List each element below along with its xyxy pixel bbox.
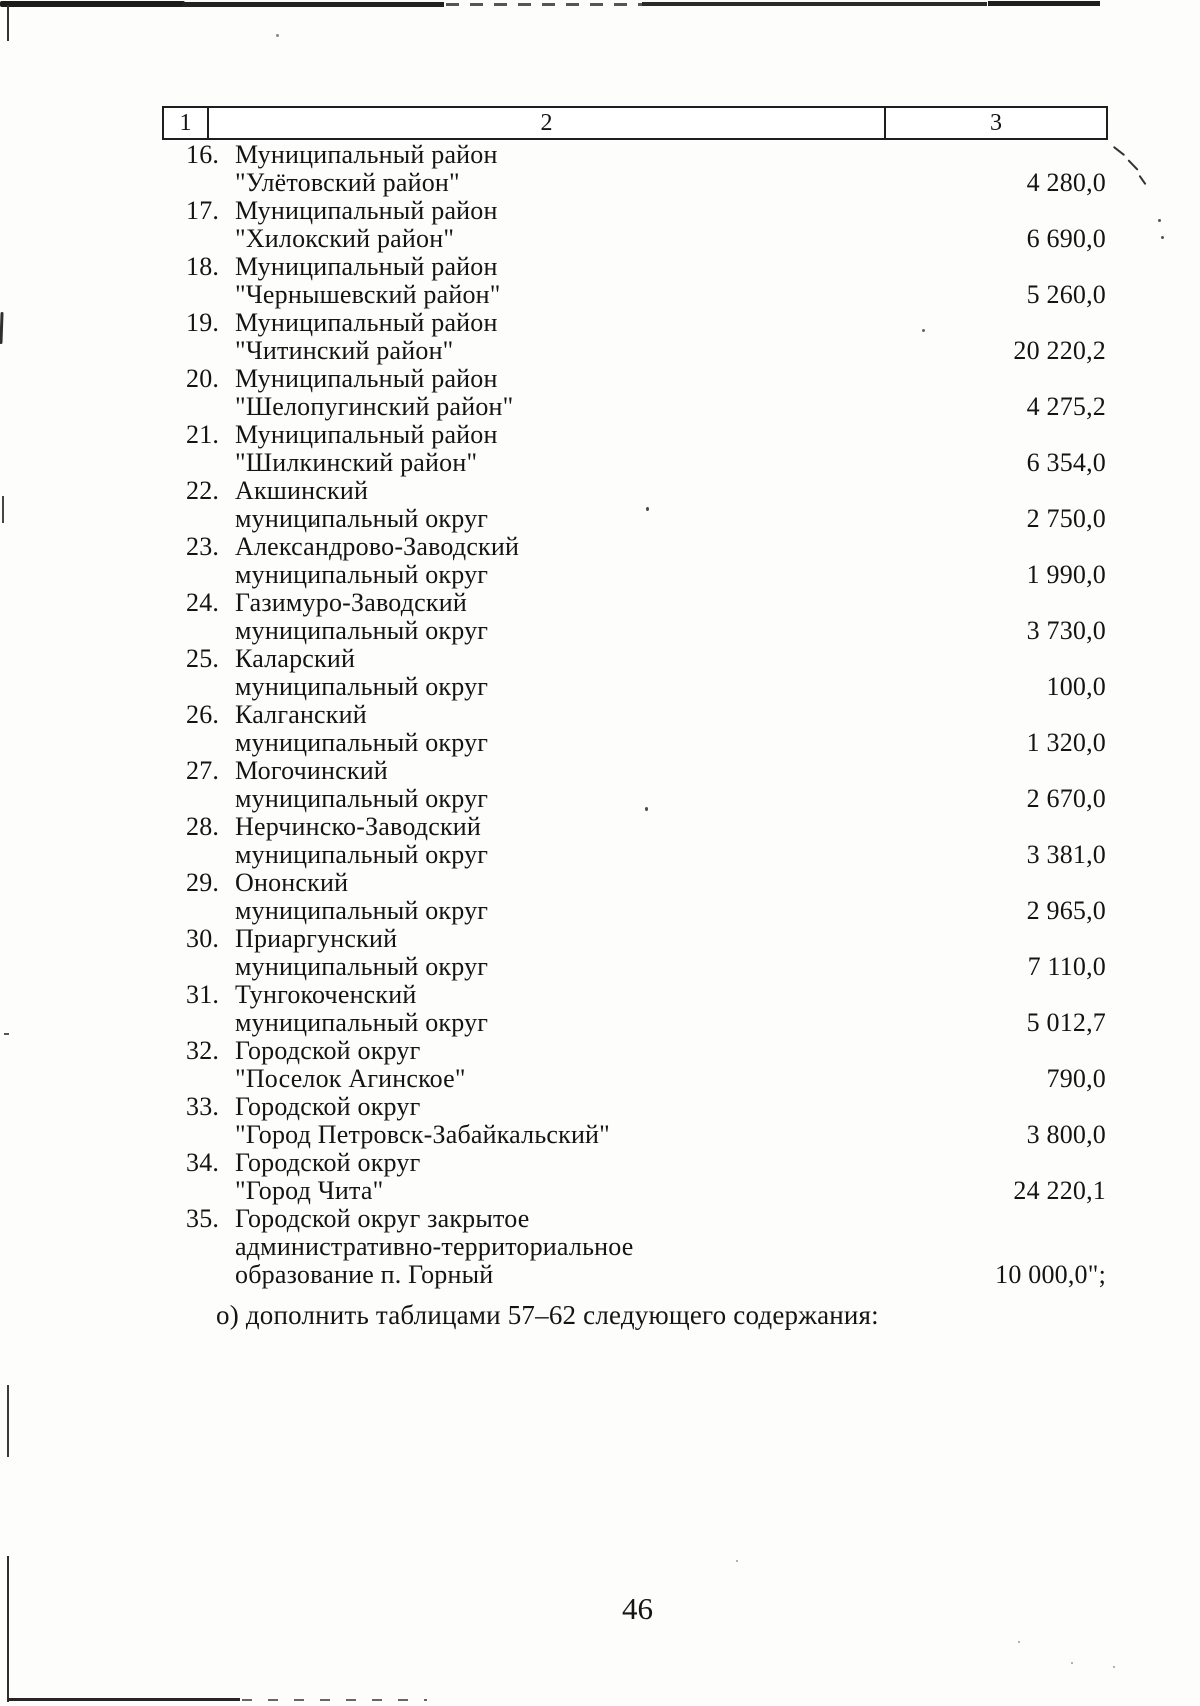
scan-margin-mark	[7, 1385, 9, 1457]
allocation-value: 1 990,0	[1026, 560, 1106, 589]
scan-speck	[1161, 236, 1164, 239]
municipality-name-line: "Улётовский район"	[235, 168, 460, 197]
scan-margin-mark	[0, 312, 4, 344]
table-row	[186, 925, 1106, 981]
allocation-value: 20 220,2	[1013, 336, 1106, 365]
municipality-name-line: муниципальный округ	[235, 728, 489, 757]
scan-margin-mark	[2, 496, 4, 523]
scan-edge-line	[7, 5, 9, 41]
municipality-name-line: Городской округ	[235, 1092, 421, 1121]
table-row	[186, 869, 1106, 925]
row-number: 17.	[186, 196, 220, 225]
column-header-1: 1	[164, 108, 209, 138]
municipality-name-line: "Читинский район"	[235, 336, 454, 365]
allocation-value: 10 000,0";	[995, 1260, 1106, 1289]
municipality-name	[235, 197, 1027, 253]
municipality-name	[235, 701, 1027, 757]
row-number: 27.	[186, 756, 220, 785]
municipality-name	[235, 1093, 1027, 1149]
municipality-name-line: муниципальный округ	[235, 952, 489, 981]
scan-speck	[276, 34, 279, 37]
table-row	[186, 589, 1106, 645]
municipality-name-line: Каларский	[235, 644, 356, 673]
table-row	[186, 1093, 1106, 1149]
municipality-name	[235, 645, 1047, 701]
scan-pen-mark	[1127, 159, 1138, 170]
scan-speck	[736, 1560, 738, 1562]
municipality-name	[235, 365, 1027, 421]
allocation-value: 3 381,0	[1026, 840, 1106, 869]
municipality-name-line: Городской округ закрытое	[235, 1204, 530, 1233]
table-row	[186, 1037, 1106, 1093]
municipality-name	[235, 869, 1027, 925]
table-row	[186, 253, 1106, 309]
allocation-value: 7 110,0	[1027, 952, 1106, 981]
municipality-name-line: "Поселок Агинское"	[235, 1064, 466, 1093]
municipality-name	[235, 1149, 1013, 1205]
municipality-name	[235, 477, 1027, 533]
municipality-name-line: административно-территориальное	[235, 1232, 634, 1261]
municipality-name-line: муниципальный округ	[235, 560, 489, 589]
scan-edge-line	[7, 1556, 9, 1702]
municipality-name	[235, 309, 1013, 365]
municipality-name-line: образование п. Горный	[235, 1260, 494, 1289]
row-number: 34.	[186, 1148, 220, 1177]
allocation-value: 3 730,0	[1026, 616, 1106, 645]
table-row	[186, 981, 1106, 1037]
row-number: 21.	[186, 420, 220, 449]
municipality-name	[235, 981, 1027, 1037]
municipality-name-line: Муниципальный район	[235, 420, 498, 449]
column-header-3: 3	[990, 110, 1002, 136]
table-row	[186, 645, 1106, 701]
row-number: 35.	[186, 1204, 220, 1233]
scan-speck	[1071, 1662, 1073, 1664]
table-row	[186, 1149, 1106, 1205]
allocation-value: 4 275,2	[1026, 392, 1106, 421]
municipality-name-line: муниципальный округ	[235, 1008, 489, 1037]
table-column-header	[162, 106, 1108, 140]
allocation-value: 2 750,0	[1026, 504, 1106, 533]
row-number: 22.	[186, 476, 220, 505]
column-header-2: 2	[209, 108, 886, 138]
allocation-value: 790,0	[1046, 1064, 1106, 1093]
scan-smudge	[446, 3, 642, 6]
municipality-name-line: муниципальный округ	[235, 616, 489, 645]
municipality-name-line: Муниципальный район	[235, 252, 498, 281]
table-row	[186, 533, 1106, 589]
table-row	[186, 197, 1106, 253]
municipality-name-line: Городской округ	[235, 1036, 421, 1065]
scan-edge-line	[8, 1698, 240, 1701]
table-row	[186, 421, 1106, 477]
table-row	[186, 813, 1106, 869]
municipality-name-line: Муниципальный район	[235, 140, 498, 169]
municipality-name-line: Муниципальный район	[235, 196, 498, 225]
row-number: 18.	[186, 252, 220, 281]
allocation-value: 2 965,0	[1026, 896, 1106, 925]
municipality-name-line: Муниципальный район	[235, 308, 498, 337]
municipality-name-line: Газимуро-Заводский	[235, 588, 467, 617]
scan-speck	[1018, 1641, 1020, 1643]
municipality-name-line: Калганский	[235, 700, 367, 729]
municipality-name	[235, 533, 1027, 589]
municipality-name-line: "Шилкинский район"	[235, 448, 478, 477]
municipality-name	[235, 141, 1027, 197]
allocation-value: 100,0	[1046, 672, 1106, 701]
row-number: 32.	[186, 1036, 220, 1065]
page-number: 46	[622, 1591, 653, 1626]
table-row	[186, 477, 1106, 533]
municipality-name-line: муниципальный округ	[235, 896, 489, 925]
scan-pen-mark	[1113, 146, 1125, 156]
row-number: 20.	[186, 364, 220, 393]
municipality-name-line: Могочинский	[235, 756, 388, 785]
municipality-name-line: Муниципальный район	[235, 364, 498, 393]
allocation-value: 6 690,0	[1026, 224, 1106, 253]
allocation-value: 5 260,0	[1026, 280, 1106, 309]
municipality-name-line: муниципальный округ	[235, 784, 489, 813]
table-row	[186, 309, 1106, 365]
allocation-value: 24 220,1	[1013, 1176, 1106, 1205]
table-row	[186, 1205, 1106, 1289]
allocation-value: 4 280,0	[1026, 168, 1106, 197]
municipality-name-line: Городской округ	[235, 1148, 421, 1177]
municipality-name-line: Нерчинско-Заводский	[235, 812, 482, 841]
municipality-name	[235, 589, 1027, 645]
municipality-name	[235, 1037, 1047, 1093]
table-row	[186, 365, 1106, 421]
municipality-name-line: "Чернышевский район"	[235, 280, 501, 309]
row-number: 30.	[186, 924, 220, 953]
municipality-name-line: Приаргунский	[235, 924, 398, 953]
row-number: 29.	[186, 868, 220, 897]
row-number: 28.	[186, 812, 220, 841]
municipality-name-line: муниципальный округ	[235, 840, 489, 869]
municipality-name-line: Тунгокоченский	[235, 980, 417, 1009]
municipality-name-line: "Город Чита"	[235, 1176, 384, 1205]
table-row	[186, 141, 1106, 197]
municipality-name	[235, 757, 1027, 813]
allocation-value: 1 320,0	[1026, 728, 1106, 757]
municipality-name-line: муниципальный округ	[235, 672, 489, 701]
allocation-value: 5 012,7	[1026, 1008, 1106, 1037]
row-number: 24.	[186, 588, 220, 617]
row-number: 26.	[186, 700, 220, 729]
scan-pen-mark	[1139, 175, 1147, 185]
row-number: 33.	[186, 1092, 220, 1121]
municipality-name	[235, 421, 1027, 477]
municipality-name-line: Александрово-Заводский	[235, 532, 520, 561]
table-row	[186, 701, 1106, 757]
municipality-name-line: Акшинский	[235, 476, 369, 505]
allocation-value: 6 354,0	[1026, 448, 1106, 477]
row-number: 16.	[186, 140, 220, 169]
row-number: 23.	[186, 532, 220, 561]
municipality-name-line: "Хилокский район"	[235, 224, 455, 253]
row-number: 25.	[186, 644, 220, 673]
table-body	[186, 141, 1106, 1289]
scan-smudge	[642, 2, 987, 6]
allocation-value: 2 670,0	[1026, 784, 1106, 813]
scan-smudge	[182, 2, 444, 7]
municipality-name-line: Ононский	[235, 868, 349, 897]
municipality-name	[235, 253, 1027, 309]
scan-margin-mark	[4, 1033, 9, 1035]
allocation-value: 3 800,0	[1026, 1120, 1106, 1149]
table-row	[186, 757, 1106, 813]
scan-speck	[1113, 1666, 1115, 1668]
row-number: 31.	[186, 980, 220, 1009]
municipality-name-line: "Шелопугинский район"	[235, 392, 514, 421]
scan-smudge	[0, 1, 185, 7]
scan-speck	[1158, 219, 1161, 222]
municipality-name-line: муниципальный округ	[235, 504, 489, 533]
scan-edge-line	[242, 1699, 427, 1701]
municipality-name-line: "Город Петровск-Забайкальский"	[235, 1120, 610, 1149]
scan-smudge	[988, 1, 1100, 6]
amendment-text: о) дополнить таблицами 57–62 следующего содержания:	[216, 1300, 879, 1330]
municipality-name	[235, 1205, 995, 1289]
municipality-name	[235, 813, 1027, 869]
municipality-name	[235, 925, 1028, 981]
row-number: 19.	[186, 308, 220, 337]
